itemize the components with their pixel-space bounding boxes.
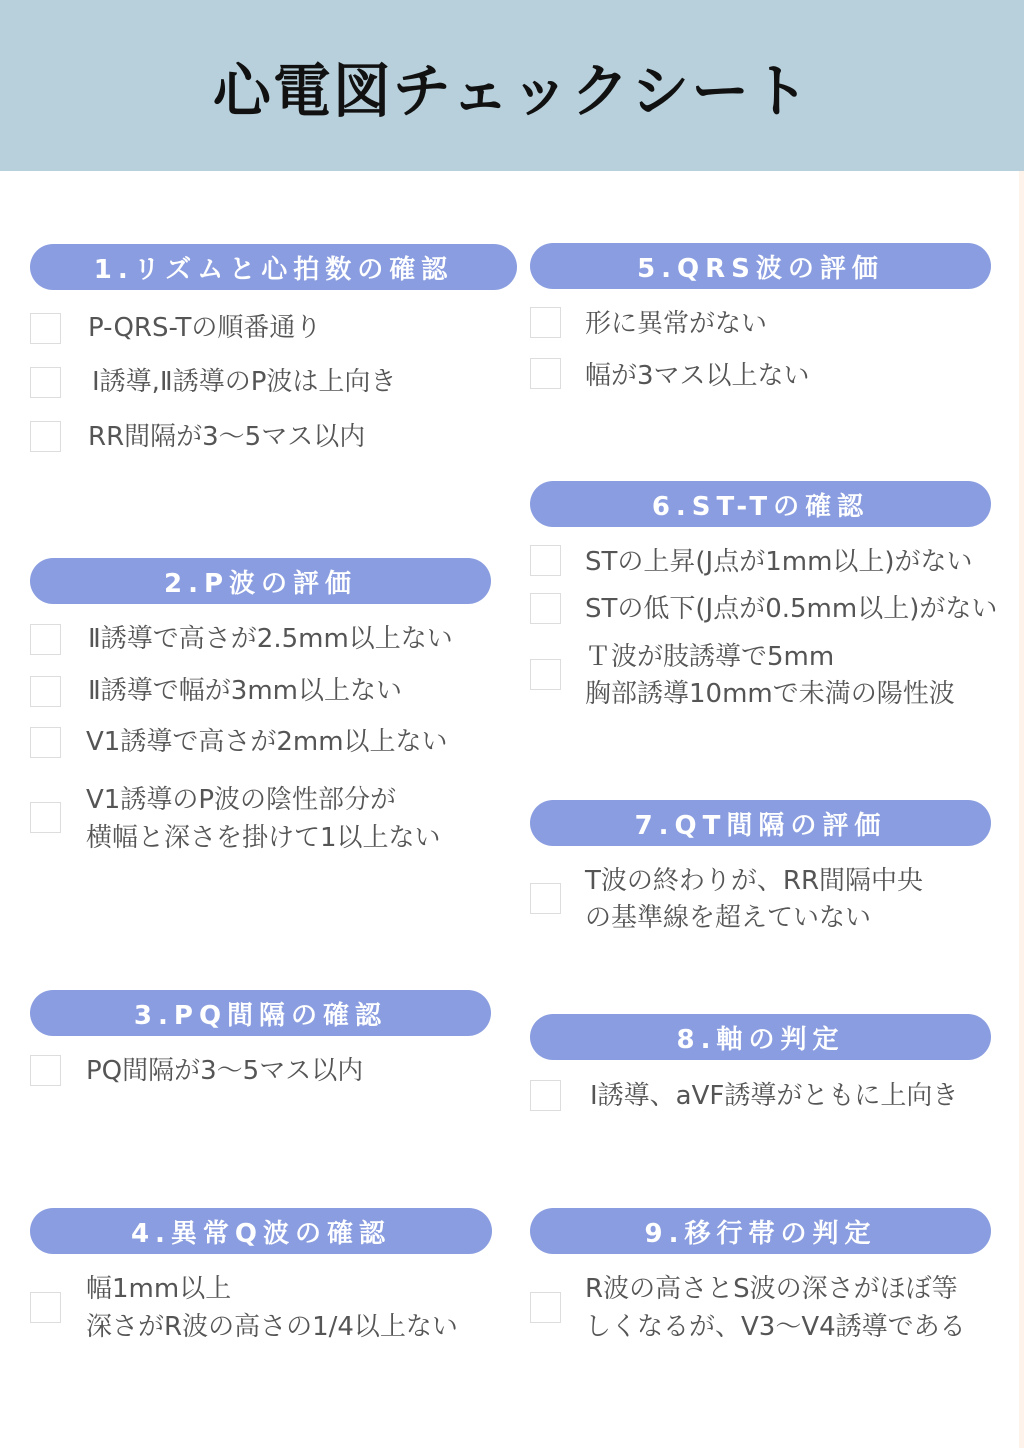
- checkbox-axis-1[interactable]: [530, 1080, 561, 1111]
- checkbox-p-wave-3[interactable]: [30, 727, 61, 758]
- checkbox-qrs-2[interactable]: [530, 358, 561, 389]
- item-p-wave-1: Ⅱ誘導で高さが2.5mm以上ない: [88, 624, 453, 654]
- item-axis-1: Ⅰ誘導、aVF誘導がともに上向き: [590, 1081, 959, 1111]
- section-heading-pq-interval: 3.PQ間隔の確認: [30, 990, 491, 1036]
- checkbox-rhythm-2[interactable]: [30, 367, 61, 398]
- section-heading-rhythm: 1.リズムと心拍数の確認: [30, 244, 517, 290]
- section-heading-qt-interval: 7.QT間隔の評価: [530, 800, 991, 846]
- checkbox-p-wave-2[interactable]: [30, 676, 61, 707]
- edge-stripe: [1019, 171, 1024, 1448]
- checkbox-p-wave-1[interactable]: [30, 624, 61, 655]
- item-rhythm-2: Ⅰ誘導,Ⅱ誘導のP波は上向き: [92, 367, 397, 397]
- section-heading-transition-zone: 9.移行帯の判定: [530, 1208, 991, 1254]
- checkbox-rhythm-1[interactable]: [30, 313, 61, 344]
- checkbox-rhythm-3[interactable]: [30, 421, 61, 452]
- item-st-t-3a: Ｔ波が肢誘導で5mm: [585, 642, 835, 672]
- header-banner: [0, 0, 1024, 171]
- section-heading-qrs: 5.QRS波の評価: [530, 243, 991, 289]
- item-rhythm-1: P-QRS-Tの順番通り: [88, 313, 322, 343]
- checkbox-transition-zone-1[interactable]: [530, 1292, 561, 1323]
- item-pq-interval-1: PQ間隔が3〜5マス以内: [86, 1056, 364, 1086]
- item-abnormal-q-1a: 幅1mm以上: [86, 1274, 232, 1304]
- item-st-t-2: STの低下(J点が0.5mm以上)がない: [585, 594, 998, 624]
- checkbox-p-wave-4[interactable]: [30, 802, 61, 833]
- item-p-wave-4b: 横幅と深さを掛けて1以上ない: [86, 823, 441, 853]
- item-p-wave-2: Ⅱ誘導で幅が3mm以上ない: [88, 676, 402, 706]
- section-heading-st-t: 6.ST-Tの確認: [530, 481, 991, 527]
- item-transition-zone-1a: R波の高さとS波の深さがほぼ等: [585, 1274, 958, 1304]
- section-heading-axis: 8.軸の判定: [530, 1014, 991, 1060]
- checkbox-st-t-2[interactable]: [530, 593, 561, 624]
- checkbox-st-t-3[interactable]: [530, 659, 561, 690]
- item-qrs-1: 形に異常がない: [585, 309, 768, 339]
- item-qt-interval-1b: の基準線を超えていない: [585, 903, 872, 933]
- item-abnormal-q-1b: 深さがR波の高さの1/4以上ない: [86, 1312, 458, 1342]
- item-p-wave-3: V1誘導で高さが2mm以上ない: [86, 727, 448, 757]
- checkbox-st-t-1[interactable]: [530, 545, 561, 576]
- item-qt-interval-1a: T波の終わりが、RR間隔中央: [585, 866, 924, 896]
- item-st-t-3b: 胸部誘導10mmで未満の陽性波: [585, 679, 955, 709]
- item-p-wave-4a: V1誘導のP波の陰性部分が: [86, 785, 397, 815]
- checkbox-abnormal-q-1[interactable]: [30, 1292, 61, 1323]
- item-qrs-2: 幅が3マス以上ない: [585, 361, 810, 391]
- item-rhythm-3: RR間隔が3〜5マス以内: [88, 422, 366, 452]
- section-heading-abnormal-q: 4.異常Q波の確認: [30, 1208, 492, 1254]
- checkbox-pq-interval-1[interactable]: [30, 1055, 61, 1086]
- page-title: 心電図チェックシート: [212, 56, 812, 125]
- item-transition-zone-1b: しくなるが、V3〜V4誘導である: [585, 1312, 966, 1342]
- checkbox-qt-interval-1[interactable]: [530, 883, 561, 914]
- item-st-t-1: STの上昇(J点が1mm以上)がない: [585, 547, 973, 577]
- section-heading-p-wave: 2.P波の評価: [30, 558, 491, 604]
- checkbox-qrs-1[interactable]: [530, 307, 561, 338]
